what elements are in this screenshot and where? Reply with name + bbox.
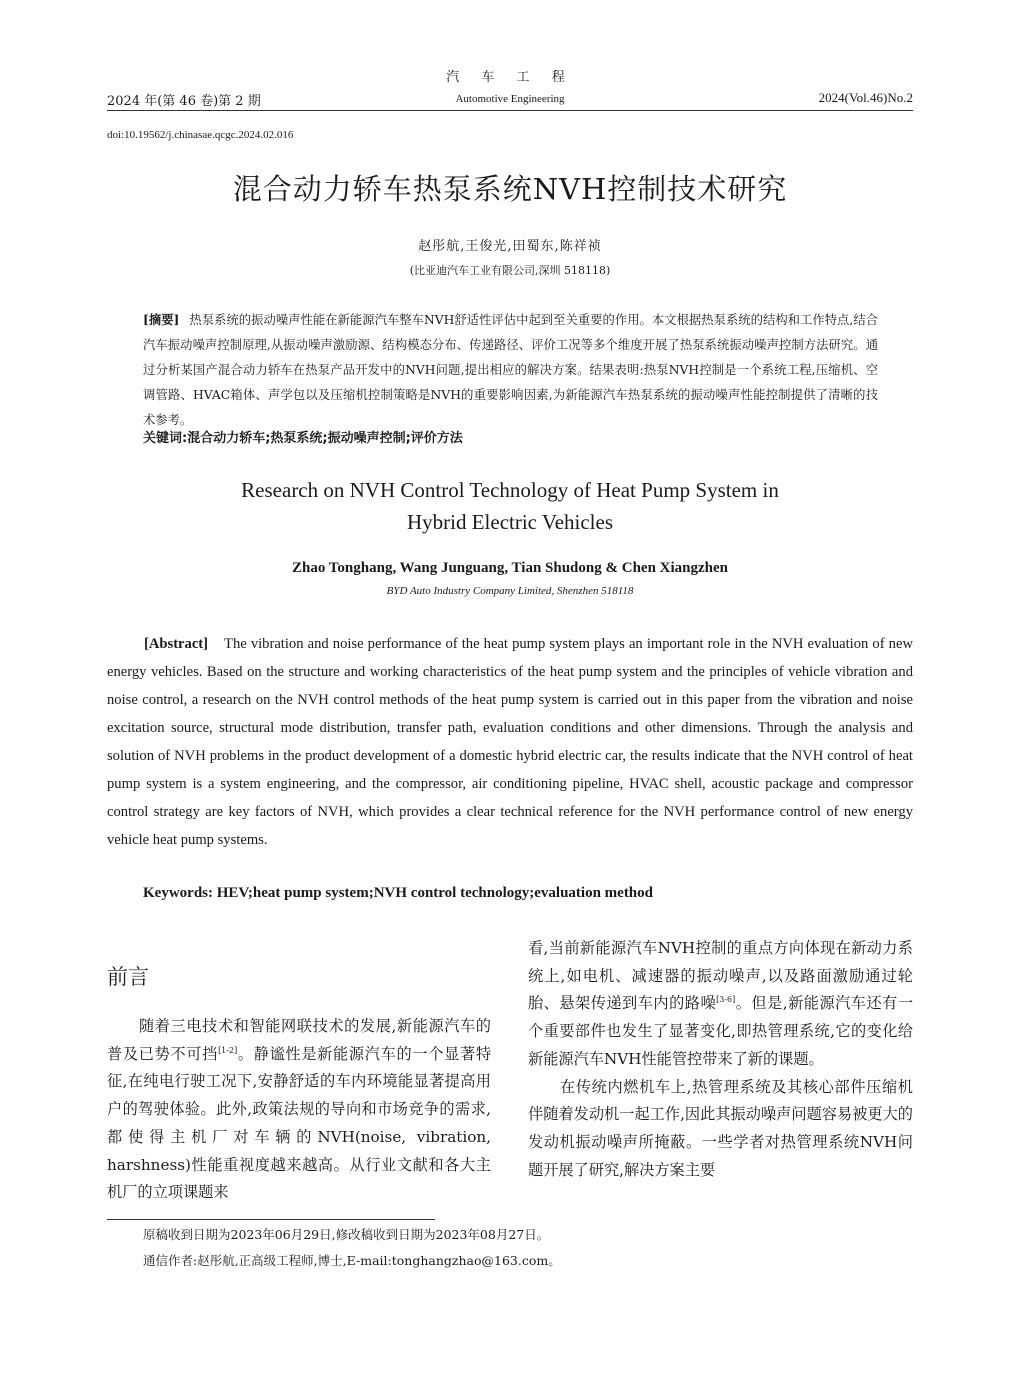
body-paragraph-2 [528,935,913,1074]
issue-info-en: 2024(Vol.46)No.2 [818,90,913,105]
keywords-cn: 关键词:混合动力轿车;热泵系统;振动噪声控制;评价方法 [143,431,463,446]
section-heading: 前言 [107,965,149,989]
header-rule [107,110,913,111]
affiliation-cn: (比亚迪汽车工业有限公司,深圳 518118) [409,264,611,277]
journal-name-en: Automotive Engineering [455,93,565,105]
para1-text-b: 。静谧性是新能源汽车的一个显著特征,在纯电行驶工况下,安静舒适的车内环境能显著提高用户的驾驶体验。此外,政策法规的导向和市场竞争的需求,都使得主机厂对车辆的NVH(noise, vibration, harshness)性能重视度越来越高。从行业文献和各大主机厂的立项课题来 [107,1044,492,1202]
title-en-line1: Research on NVH Control Technology of Heat Pump System in [241,478,779,502]
para1-text-a: 随着三电技术和智能网联技术的发展,新能源汽车的普及已势不可挡 [107,1017,491,1063]
abstract-cn [143,307,878,433]
authors-cn: 赵彤航,王俊光,田蜀东,陈祥祯 [418,239,602,254]
authors-en: Zhao Tonghang, Wang Junguang, Tian Shudong & Chen Xiangzhen [291,560,729,576]
body-paragraph-3: 在传统内燃机车上,热管理系统及其核心部件压缩机伴随着发动机一起工作,因此其振动噪声问题容易被更大的发动机振动噪声所掩蔽。一些学者对热管理系统NVH问题开展了研究,解决方案主要 [528,1077,913,1179]
page-title-cn: 混合动力轿车热泵系统NVH控制技术研究 [232,172,788,206]
title-en-line2: Hybrid Electric Vehicles [406,510,614,534]
issue-info-cn: 2024 年(第 46 卷)第 2 期 [107,94,261,109]
keywords-en: Keywords: HEV;heat pump system;NVH control technology;evaluation method [143,885,653,901]
para2-text-b: 。但是,新能源汽车还有一个重要部件也发生了显著变化,即热管理系统,它的变化给新能源汽车NVH性能管控带来了新的课题。 [528,994,914,1068]
body-column-right [528,935,913,1184]
para2-text-a: 看,当前新能源汽车NVH控制的重点方向体现在新动力系统上,如电机、减速器的振动噪声,以及路面激励通过轮胎、悬架传递到车内的路噪 [528,939,913,1013]
citation-ref[interactable]: [3-6] [716,995,736,1005]
body-paragraph-1 [107,1013,491,1207]
footnote-corresponding: 通信作者:赵彤航,正高级工程师,博士,E-mail:tonghangzhao@163.com。 [143,1253,561,1268]
abstract-en [107,630,913,854]
citation-ref[interactable]: [1-2] [218,1045,238,1055]
journal-name-cn: 汽 车 工 程 [446,70,574,85]
abstract-en-label: [Abstract] [144,636,209,652]
doi[interactable]: doi:10.19562/j.chinasae.qcgc.2024.02.016 [107,129,294,141]
footnote-rule [107,1219,435,1220]
abstract-cn-label: [摘要] [143,312,180,327]
abstract-cn-text: 热泵系统的振动噪声性能在新能源汽车整车NVH舒适性评估中起到至关重要的作用。本文根据热泵系统的结构和工作特点,结合汽车振动噪声控制原理,从振动噪声激励源、结构模态分布、传递路径、评价工况等多个维度开展了热泵系统振动噪声控制方法研究。通过分析某国产混合动力轿车在热泵产品开发中的NVH问题,提出相应的解决方案。结果表明:热泵NVH控制是一个系统工程,压缩机、空调管路、HVAC箱体、声学包以及压缩机控制策略是NVH的重要影响因素,为新能源汽车热泵系统的振动噪声性能控制提供了清晰的技术参考。 [143,313,878,427]
footnote-received: 原稿收到日期为2023年06月29日,修改稿收到日期为2023年08月27日。 [143,1227,550,1242]
affiliation-en: BYD Auto Industry Company Limited, Shenzhen 518118 [386,585,634,597]
page-title-en [0,474,1020,538]
abstract-en-text: The vibration and noise performance of the heat pump system plays an important role in the NVH evaluation of new energy vehicles. Based on the structure and working characteristics of the heat pump system and the principles of vehicle vibration and noise control, a research on the NVH control methods of the heat pump system is carried out in this paper from the vibration and noise excitation source, structural mode distribution, transfer path, evaluation conditions and other dimensions. Through the analysis and solution of NVH problems in the product development of a domestic hybrid electric car, the results indicate that the NVH control of heat pump system is a system engineering, and the compressor, air conditioning pipeline, HVAC shell, acoustic package and compressor control strategy are key factors of NVH, which provides a clear technical reference for the NVH performance control of new energy vehicle heat pump systems. [107,636,913,848]
